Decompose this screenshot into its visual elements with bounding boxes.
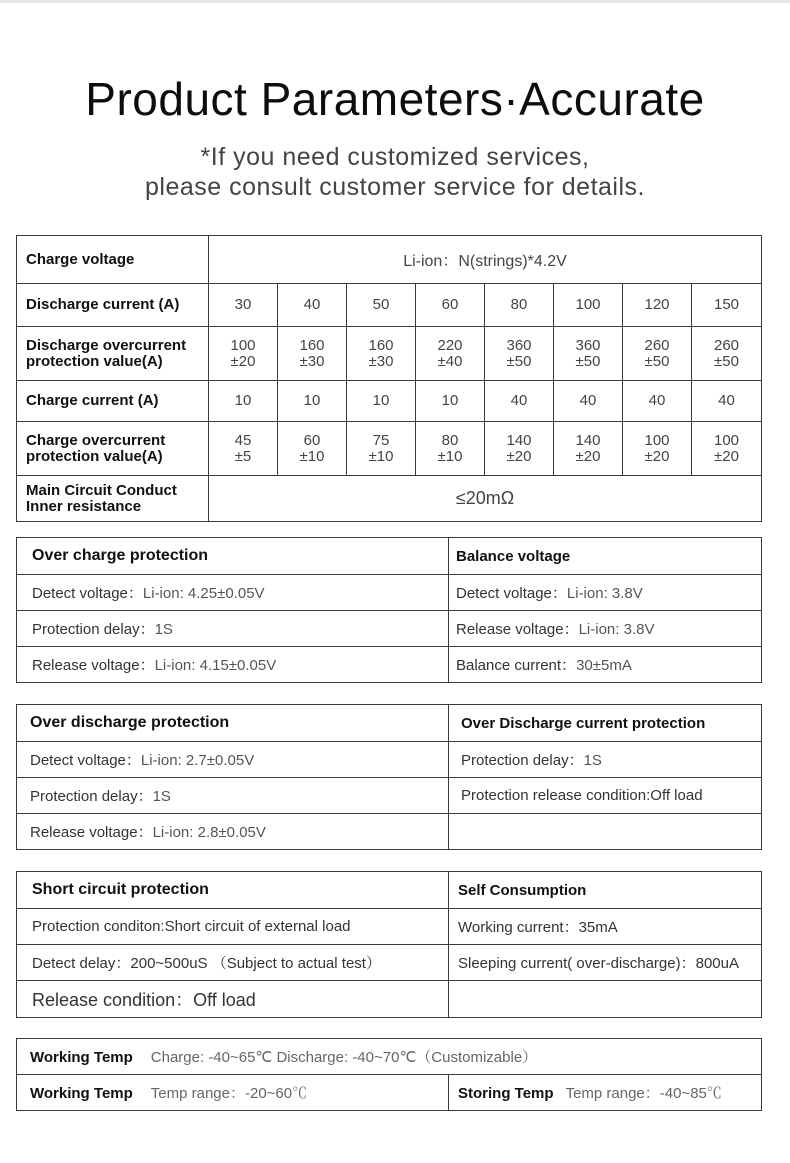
ocp-tolerance: ±20 — [714, 447, 739, 465]
ocp-tolerance: ±30 — [299, 352, 325, 370]
charge-ocp-label — [17, 422, 209, 476]
charge-current-cell: 40 — [554, 381, 623, 422]
subtitle-line-2: please consult customer service for details. — [145, 173, 645, 201]
balance-detect — [449, 575, 762, 611]
charge-current-cell: 10 — [278, 381, 347, 422]
empty-cell — [449, 981, 762, 1018]
ocp-value: 360 — [575, 336, 601, 354]
overcharge-detect-value: Li-ion: 4.25±0.05V — [142, 585, 265, 602]
ocp-tolerance: ±10 — [299, 447, 325, 465]
short-circuit-header: Short circuit protection — [17, 872, 449, 909]
discharge-current-cell: 40 — [278, 284, 347, 327]
balance-release-key: Release voltage： — [456, 621, 579, 638]
ocp-value: 45 — [234, 431, 252, 449]
discharge-current-label: Discharge current (A) — [17, 284, 209, 327]
working-temp-range: Temp range：-20~60℃ — [150, 1085, 308, 1102]
charge-ocp-label-line2: protection value(A) — [26, 447, 163, 465]
charge-ocp-cell — [278, 422, 347, 476]
charge-ocp-cell — [416, 422, 485, 476]
overcharge-delay — [17, 611, 449, 647]
overdischarge-delay — [17, 778, 449, 814]
charge-current-cell: 40 — [485, 381, 554, 422]
ocp-value: 140 — [506, 431, 532, 449]
top-divider — [0, 0, 790, 3]
discharge-ocp-label-line2: protection value(A) — [26, 352, 163, 370]
subtitle-line-1: *If you need customized services, — [200, 143, 590, 171]
overdischarge-delay-value: 1S — [152, 788, 171, 805]
ocp-value: 75 — [372, 431, 390, 449]
charge-current-cell: 10 — [416, 381, 485, 422]
discharge-current-cell: 100 — [554, 284, 623, 327]
discharge-current-row — [17, 284, 762, 327]
balance-header: Balance voltage — [449, 538, 762, 575]
overcharge-delay-value: 1S — [154, 621, 173, 638]
charge-voltage-row — [17, 236, 762, 284]
charge-ocp-label-line1: Charge overcurrent — [26, 431, 166, 449]
discharge-ocp-label-line1: Discharge overcurrent — [26, 336, 187, 354]
discharge-ocp-cell — [347, 327, 416, 381]
resistance-label-line1: Main Circuit Conduct — [26, 481, 177, 499]
short-circuit-table — [16, 871, 762, 1018]
ocp-tolerance: ±20 — [575, 447, 601, 465]
short-circuit-release: Release condition：Off load — [17, 981, 449, 1018]
ocp-value: 160 — [299, 336, 325, 354]
resistance-label — [17, 476, 209, 522]
resistance-row — [17, 476, 762, 522]
resistance-value: ≤20mΩ — [209, 476, 762, 522]
overdischarge-current-delay — [449, 742, 762, 778]
working-temp-label: Working Temp — [30, 1085, 133, 1102]
discharge-ocp-cell — [278, 327, 347, 381]
charge-ocp-cell — [209, 422, 278, 476]
overcharge-balance-table — [16, 537, 762, 683]
ocp-tolerance: ±20 — [230, 352, 256, 370]
ocp-tolerance: ±10 — [368, 447, 394, 465]
balance-detect-key: Detect voltage： — [456, 585, 567, 602]
ocp-value: 80 — [441, 431, 459, 449]
ocp-tolerance: ±50 — [506, 352, 532, 370]
ocp-value: 100 — [713, 431, 740, 449]
page-title: Product Parameters·Accurate — [85, 73, 705, 125]
discharge-ocp-cell — [623, 327, 692, 381]
charge-current-cell: 10 — [347, 381, 416, 422]
empty-cell — [449, 814, 762, 850]
discharge-current-cell: 150 — [692, 284, 762, 327]
ocp-tolerance: ±50 — [575, 352, 601, 370]
working-current: Working current：35mA — [449, 909, 762, 945]
charge-ocp-cell — [623, 422, 692, 476]
charge-ocp-cell — [485, 422, 554, 476]
overdischarge-current-release: Protection release condition:Off load — [449, 778, 762, 814]
discharge-current-cell: 80 — [485, 284, 554, 327]
balance-current — [449, 647, 762, 683]
ocp-tolerance: ±20 — [506, 447, 532, 465]
balance-detect-value: Li-ion: 3.8V — [566, 585, 643, 602]
charge-current-row — [17, 381, 762, 422]
storing-temp-label: Storing Temp — [458, 1085, 554, 1102]
short-circuit-delay: Detect delay：200~500uS （Subject to actual test） — [17, 945, 449, 981]
ocp-tolerance: ±50 — [714, 352, 739, 370]
overcharge-delay-key: Protection delay： — [32, 621, 155, 638]
balance-release — [449, 611, 762, 647]
overdischarge-release-key: Release voltage： — [30, 824, 153, 841]
charge-ocp-cell — [692, 422, 762, 476]
working-temp-value: Charge: -40~65℃ Discharge: -40~70℃（Customizable） — [150, 1049, 538, 1066]
sleeping-current: Sleeping current( over-discharge)：800uA — [449, 945, 762, 981]
overcharge-release — [17, 647, 449, 683]
ocp-value: 100 — [644, 431, 670, 449]
ocp-tolerance: ±20 — [644, 447, 670, 465]
storing-temp-cell — [449, 1075, 762, 1111]
working-temp-label: Working Temp — [30, 1049, 133, 1066]
overdischarge-current-delay-key: Protection delay： — [461, 752, 584, 769]
charge-voltage-label: Charge voltage — [17, 236, 209, 284]
discharge-current-cell: 30 — [209, 284, 278, 327]
working-temp-range-cell — [17, 1075, 449, 1111]
ocp-value: 220 — [437, 336, 463, 354]
overdischarge-delay-key: Protection delay： — [30, 788, 153, 805]
overdischarge-detect — [17, 742, 449, 778]
ocp-value: 60 — [303, 431, 321, 449]
ocp-tolerance: ±30 — [368, 352, 394, 370]
charge-current-cell: 40 — [692, 381, 762, 422]
charge-voltage-value: Li-ion：N(strings)*4.2V — [209, 236, 762, 284]
overdischarge-detect-key: Detect voltage： — [30, 752, 141, 769]
discharge-ocp-cell — [692, 327, 762, 381]
discharge-ocp-row — [17, 327, 762, 381]
discharge-current-cell: 50 — [347, 284, 416, 327]
discharge-ocp-cell — [554, 327, 623, 381]
charge-current-cell: 10 — [209, 381, 278, 422]
discharge-ocp-cell — [209, 327, 278, 381]
discharge-ocp-cell — [485, 327, 554, 381]
overdischarge-release — [17, 814, 449, 850]
overdischarge-current-header: Over Discharge current protection — [449, 705, 762, 742]
ocp-tolerance: ±5 — [234, 447, 252, 465]
overdischarge-current-delay-value: 1S — [583, 752, 602, 769]
discharge-ocp-label — [17, 327, 209, 381]
overcharge-detect-key: Detect voltage： — [32, 585, 143, 602]
ocp-value: 100 — [230, 336, 256, 354]
charge-current-label: Charge current (A) — [17, 381, 209, 422]
overdischarge-header: Over discharge protection — [17, 705, 449, 742]
charge-ocp-row — [17, 422, 762, 476]
overcharge-header: Over charge protection — [17, 538, 449, 575]
overcharge-release-key: Release voltage： — [32, 657, 155, 674]
spec-table — [16, 235, 762, 522]
ocp-value: 140 — [575, 431, 601, 449]
balance-current-key: Balance current： — [456, 657, 577, 674]
ocp-tolerance: ±50 — [644, 352, 670, 370]
ocp-tolerance: ±40 — [437, 352, 463, 370]
overdischarge-table — [16, 704, 762, 850]
working-temp-charge-row — [17, 1039, 762, 1075]
storing-temp-range: Temp range：-40~85℃ — [565, 1085, 722, 1102]
resistance-label-line2: Inner resistance — [26, 497, 142, 515]
short-circuit-condition: Protection conditon:Short circuit of external load — [17, 909, 449, 945]
self-consumption-header: Self Consumption — [449, 872, 762, 909]
ocp-value: 360 — [506, 336, 532, 354]
overcharge-release-value: Li-ion: 4.15±0.05V — [154, 657, 277, 674]
discharge-ocp-cell — [416, 327, 485, 381]
overcharge-detect — [17, 575, 449, 611]
ocp-value: 260 — [644, 336, 670, 354]
charge-ocp-cell — [554, 422, 623, 476]
discharge-current-cell: 120 — [623, 284, 692, 327]
ocp-tolerance: ±10 — [437, 447, 463, 465]
charge-current-cell: 40 — [623, 381, 692, 422]
balance-current-value: 30±5mA — [576, 657, 632, 674]
charge-ocp-cell — [347, 422, 416, 476]
ocp-value: 260 — [713, 336, 740, 354]
discharge-current-cell: 60 — [416, 284, 485, 327]
overdischarge-release-value: Li-ion: 2.8±0.05V — [152, 824, 266, 841]
overdischarge-detect-value: Li-ion: 2.7±0.05V — [140, 752, 255, 769]
temperature-table — [16, 1038, 762, 1111]
balance-release-value: Li-ion: 3.8V — [578, 621, 655, 638]
ocp-value: 160 — [368, 336, 394, 354]
